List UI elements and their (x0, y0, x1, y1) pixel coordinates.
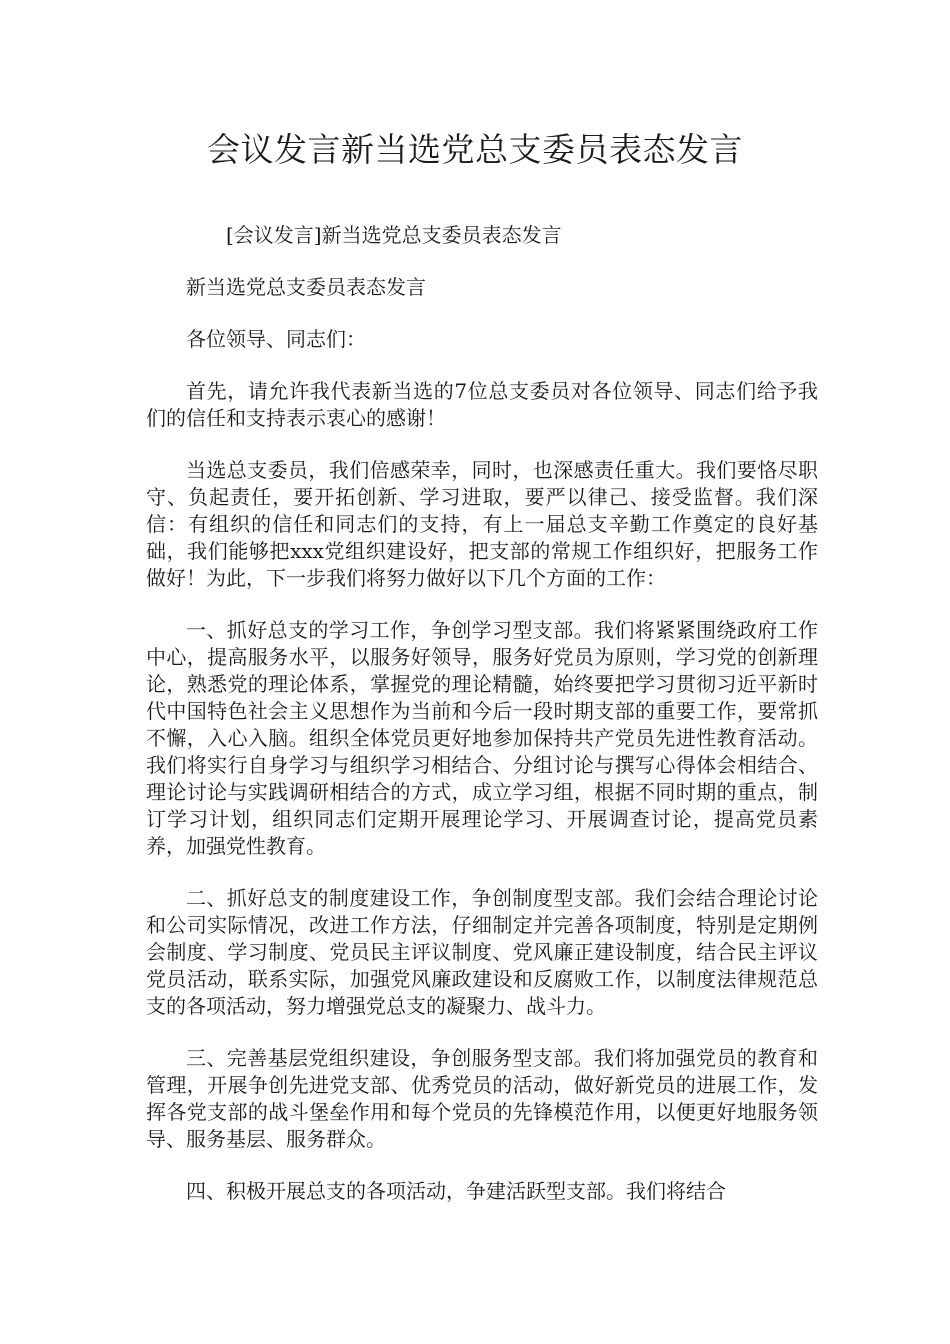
document-body (146, 222, 818, 1205)
document-title: 会议发言新当选党总支委员表态发言 (207, 130, 743, 169)
subtitle-paragraph: [会议发言]新当选党总支委员表态发言 (226, 223, 562, 247)
body-paragraph: 当选总支委员，我们倍感荣幸，同时，也深感责任重大。我们要恪尽职守、负起责任，要开拓创新、学习进取，要严以律己、接受监督。我们深信：有组织的信任和同志们的支持，有上一届总支辛勤工作奠定的良好基础，我们能够把xxx党组织建设好，把支部的常规工作组织好，把服务工作做好！为此，下一步我们将努力做好以下几个方面的工作： (146, 458, 818, 590)
body-paragraph: 三、完善基层党组织建设，争创服务型支部。我们将加强党员的教育和管理，开展争创先进党支部、优秀党员的活动，做好新党员的进展工作，发挥各党支部的战斗堡垒作用和每个党员的先锋模范作用，以便更好地服务领导、服务基层、服务群众。 (146, 1046, 818, 1151)
salutation-paragraph: 各位领导、同志们： (186, 327, 366, 351)
heading-paragraph: 新当选党总支委员表态发言 (186, 275, 426, 299)
body-paragraph: 一、抓好总支的学习工作，争创学习型支部。我们将紧紧围绕政府工作中心，提高服务水平，以服务好领导，服务好党员为原则，学习党的创新理论，熟悉党的理论体系，掌握党的理论精髓，始终要把学习贯彻习近平新时代中国特色社会主义思想作为当前和今后一段时期支部的重要工作，要常抓不懈，入心入脑。组织全体党员更好地参加保持共产党员先进性教育活动。我们将实行自身学习与组织学习相结合、分组讨论与撰写心得体会相结合、理论讨论与实践调研相结合的方式，成立学习组，根据不同时期的重点，制订学习计划，组织同志们定期开展理论学习、开展调查讨论，提高党员素养，加强党性教育。 (146, 618, 818, 858)
body-paragraph: 二、抓好总支的制度建设工作，争创制度型支部。我们会结合理论讨论和公司实际情况，改进工作方法，仔细制定并完善各项制度，特别是定期例会制度、学习制度、党员民主评议制度、党风廉正建设制度，结合民主评议党员活动，联系实际，加强党风廉政建设和反腐败工作，以制度法律规范总支的各项活动，努力增强党总支的凝聚力、战斗力。 (146, 886, 818, 1018)
body-paragraph: 首先，请允许我代表新当选的7位总支委员对各位领导、同志们给予我们的信任和支持表示衷心的感谢！ (146, 379, 818, 430)
body-paragraph: 四、积极开展总支的各项活动，争建活跃型支部。我们将结合 (186, 1179, 726, 1203)
